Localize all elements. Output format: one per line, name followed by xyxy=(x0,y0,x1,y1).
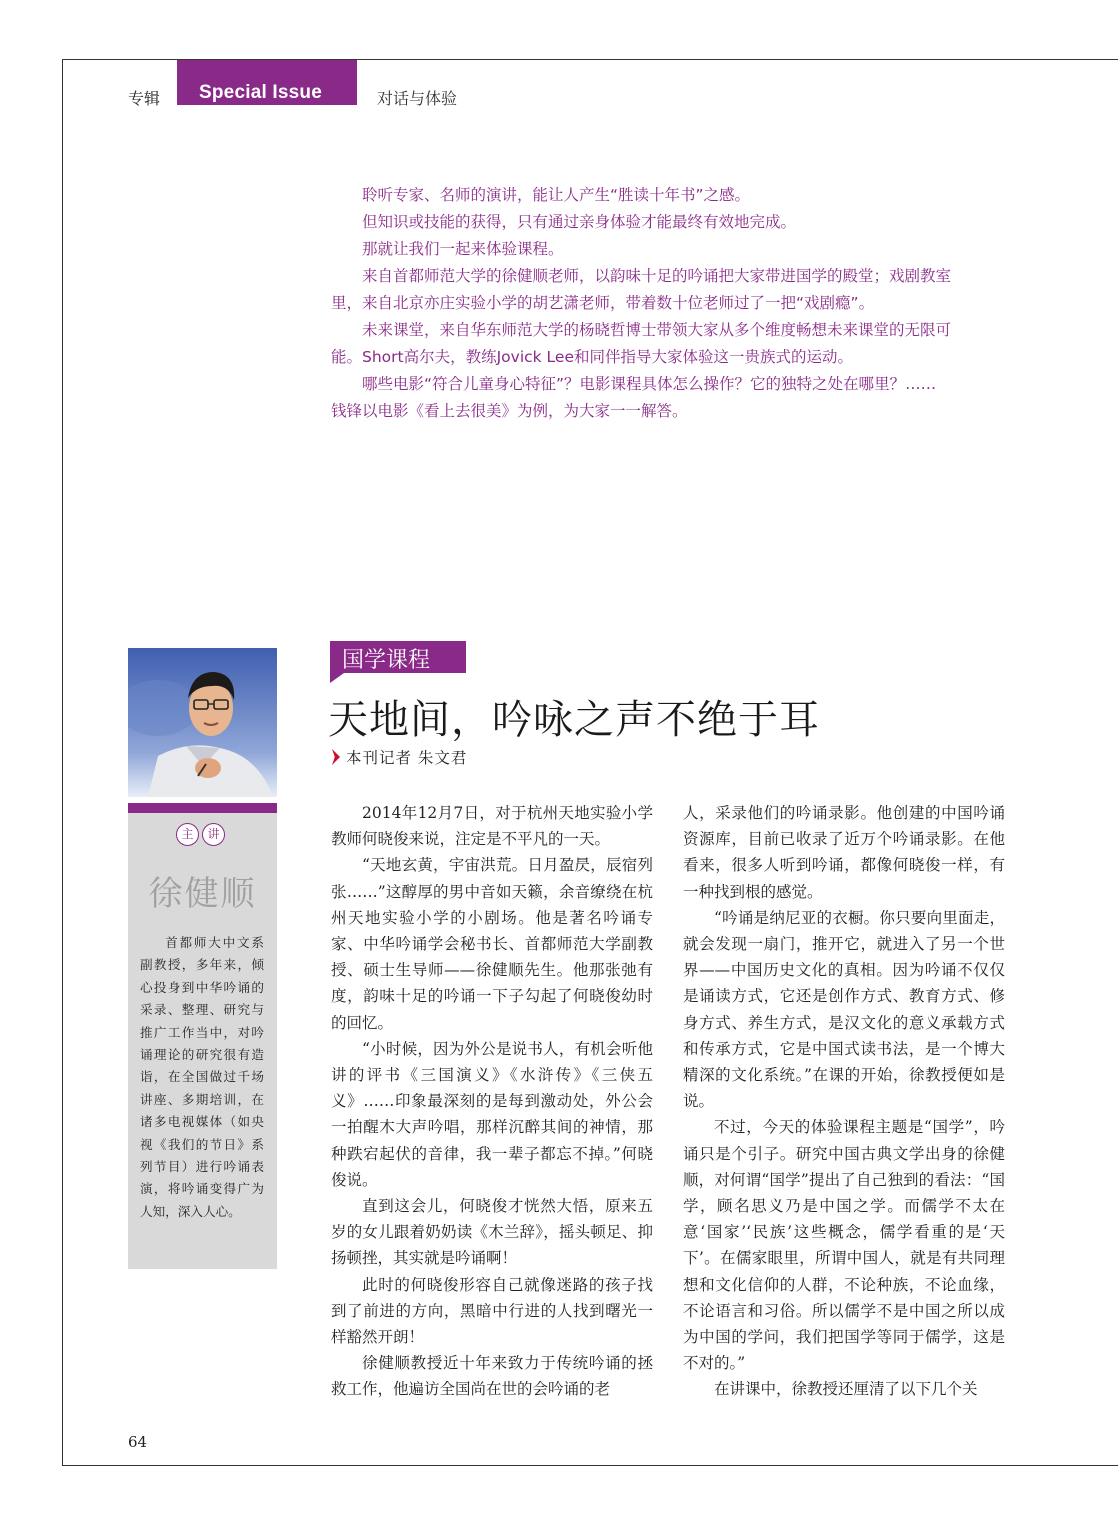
article-paragraph: “天地玄黄，宇宙洪荒。日月盈昃，辰宿列张……”这醇厚的男中音如天籁，余音缭绕在杭州天地实验小学的小剧场。他是著名吟诵专家、中华吟诵学会秘书长、首都师范大学副教授、硕士生导师——徐健顺先生。他那张弛有度，韵味十足的吟诵一下子勾起了何晓俊幼时的回忆。 xyxy=(331,856,653,1032)
intro-paragraph: 但知识或技能的获得，只有通过亲身体验才能最终有效地完成。 xyxy=(362,213,797,231)
article-paragraph: 2014年12月7日，对于杭州天地实验小学教师何晓俊来说，注定是不平凡的一天。 xyxy=(331,804,653,849)
article-title: 天地间，吟咏之声不绝于耳 xyxy=(328,697,820,743)
speaker-name: 徐健顺 xyxy=(148,874,257,914)
speaker-portrait-image xyxy=(128,648,277,797)
article-paragraph: 在讲课中，徐教授还厘清了以下几个关 xyxy=(714,1380,978,1399)
page-number: 64 xyxy=(128,1433,148,1451)
speaker-badge-char: 主 xyxy=(176,823,199,846)
section-tag-notch xyxy=(330,673,344,683)
speaker-photo xyxy=(128,648,277,797)
header-topic: 对话与体验 xyxy=(377,89,458,108)
speaker-bio-accent-bar xyxy=(128,803,277,813)
speaker-bio-text: 首都师大中文系副教授，多年来，倾心投身到中华吟诵的采录、整理、研究与推广工作当中，对吟诵理论的研究很有造诣，在全国做过千场讲座、多期培训，在诸多电视媒体（如央视《我们的节日》系列节目）进行吟诵表演，将吟诵变得广为人知，深入人心。 xyxy=(140,935,264,1219)
intro-paragraph: 哪些电影“符合儿童身心特征”？电影课程具体怎么操作？它的独特之处在哪里？……钱锋以电影《看上去很美》为例，为大家一一解答。 xyxy=(331,375,937,420)
article-paragraph-continued: 人，采录他们的吟诵录影。他创建的中国吟诵资源库，目前已收录了近万个吟诵录影。在他看来，很多人听到吟诵，都像何晓俊一样，有一种找到根的感觉。 xyxy=(683,804,1005,901)
intro-paragraph: 聆听专家、名师的演讲，能让人产生“胜读十年书”之感。 xyxy=(362,186,751,204)
speaker-badge-char: 讲 xyxy=(202,823,225,846)
article-section-label: 国学课程 xyxy=(342,648,431,673)
intro-paragraph: 那就让我们一起来体验课程。 xyxy=(362,240,564,258)
article-paragraph: “吟诵是纳尼亚的衣橱。你只要向里面走，就会发现一扇门，推开它，就进入了另一个世界——中国历史文化的真相。因为吟诵不仅仅是诵读方式，它还是创作方式、教育方式、修身方式、养生方式，是汉文化的意义承载方式和传承方式，它是中国式读书法，是一个博大精深的文化系统。”在课的开始，徐教授便如是说。 xyxy=(683,908,1005,1111)
article-column-right xyxy=(683,800,1005,1403)
intro-block xyxy=(331,182,951,425)
article-paragraph: 直到这会儿，何晓俊才恍然大悟，原来五岁的女儿跟着奶奶读《木兰辞》，摇头顿足、抑扬顿挫，其实就是吟诵啊！ xyxy=(331,1197,653,1268)
page-frame-bottom xyxy=(62,1465,1118,1466)
speaker-badge xyxy=(176,823,225,846)
page-frame-left xyxy=(62,59,63,1466)
byline-marker-icon xyxy=(332,749,340,765)
article-column-left xyxy=(331,800,653,1403)
article-byline: 本刊记者 朱文君 xyxy=(346,749,468,767)
intro-paragraph: 来自首都师范大学的徐健顺老师，以韵味十足的吟诵把大家带进国学的殿堂；戏剧教室里，来自北京亦庄实验小学的胡艺潇老师，带着数十位老师过了一把“戏剧瘾”。 xyxy=(331,267,952,312)
article-paragraph: “小时候，因为外公是说书人，有机会听他讲的评书《三国演义》《水浒传》《三侠五义》……印象最深刻的是每到激动处，外公会一拍醒木大声吟唱，那样沉醉其间的神情，那种跌宕起伏的音律，我一辈子都忘不掉。”何晓俊说。 xyxy=(331,1039,653,1189)
header-tab-label: Special Issue xyxy=(199,82,323,103)
article-paragraph: 此时的何晓俊形容自己就像迷路的孩子找到了前进的方向，黑暗中行进的人找到曙光一样豁然开朗！ xyxy=(331,1275,653,1347)
article-paragraph: 徐健顺教授近十年来致力于传统吟诵的拯救工作，他遍访全国尚在世的会吟诵的老 xyxy=(331,1354,653,1399)
intro-paragraph: 未来课堂，来自华东师范大学的杨晓哲博士带领大家从多个维度畅想未来课堂的无限可能。Short高尔夫，教练Jovick Lee和同伴指导大家体验这一贵族式的运动。 xyxy=(331,321,952,366)
article-paragraph: 不过，今天的体验课程主题是“国学”，吟诵只是个引子。研究中国古典文学出身的徐健顺，对何谓“国学”提出了自己独到的看法：“国学，顾名思义乃是中国之学。而儒学不太在意‘国家’‘民族’这些概念，儒学看重的是‘天下’。在儒家眼里，所谓中国人，就是有共同理想和文化信仰的人群，不论种族，不论血缘，不论语言和习俗。所以儒学不是中国之所以成为中国的学问，我们把国学等同于儒学，这是不对的。” xyxy=(683,1118,1005,1373)
header-section-label: 专辑 xyxy=(128,89,161,108)
